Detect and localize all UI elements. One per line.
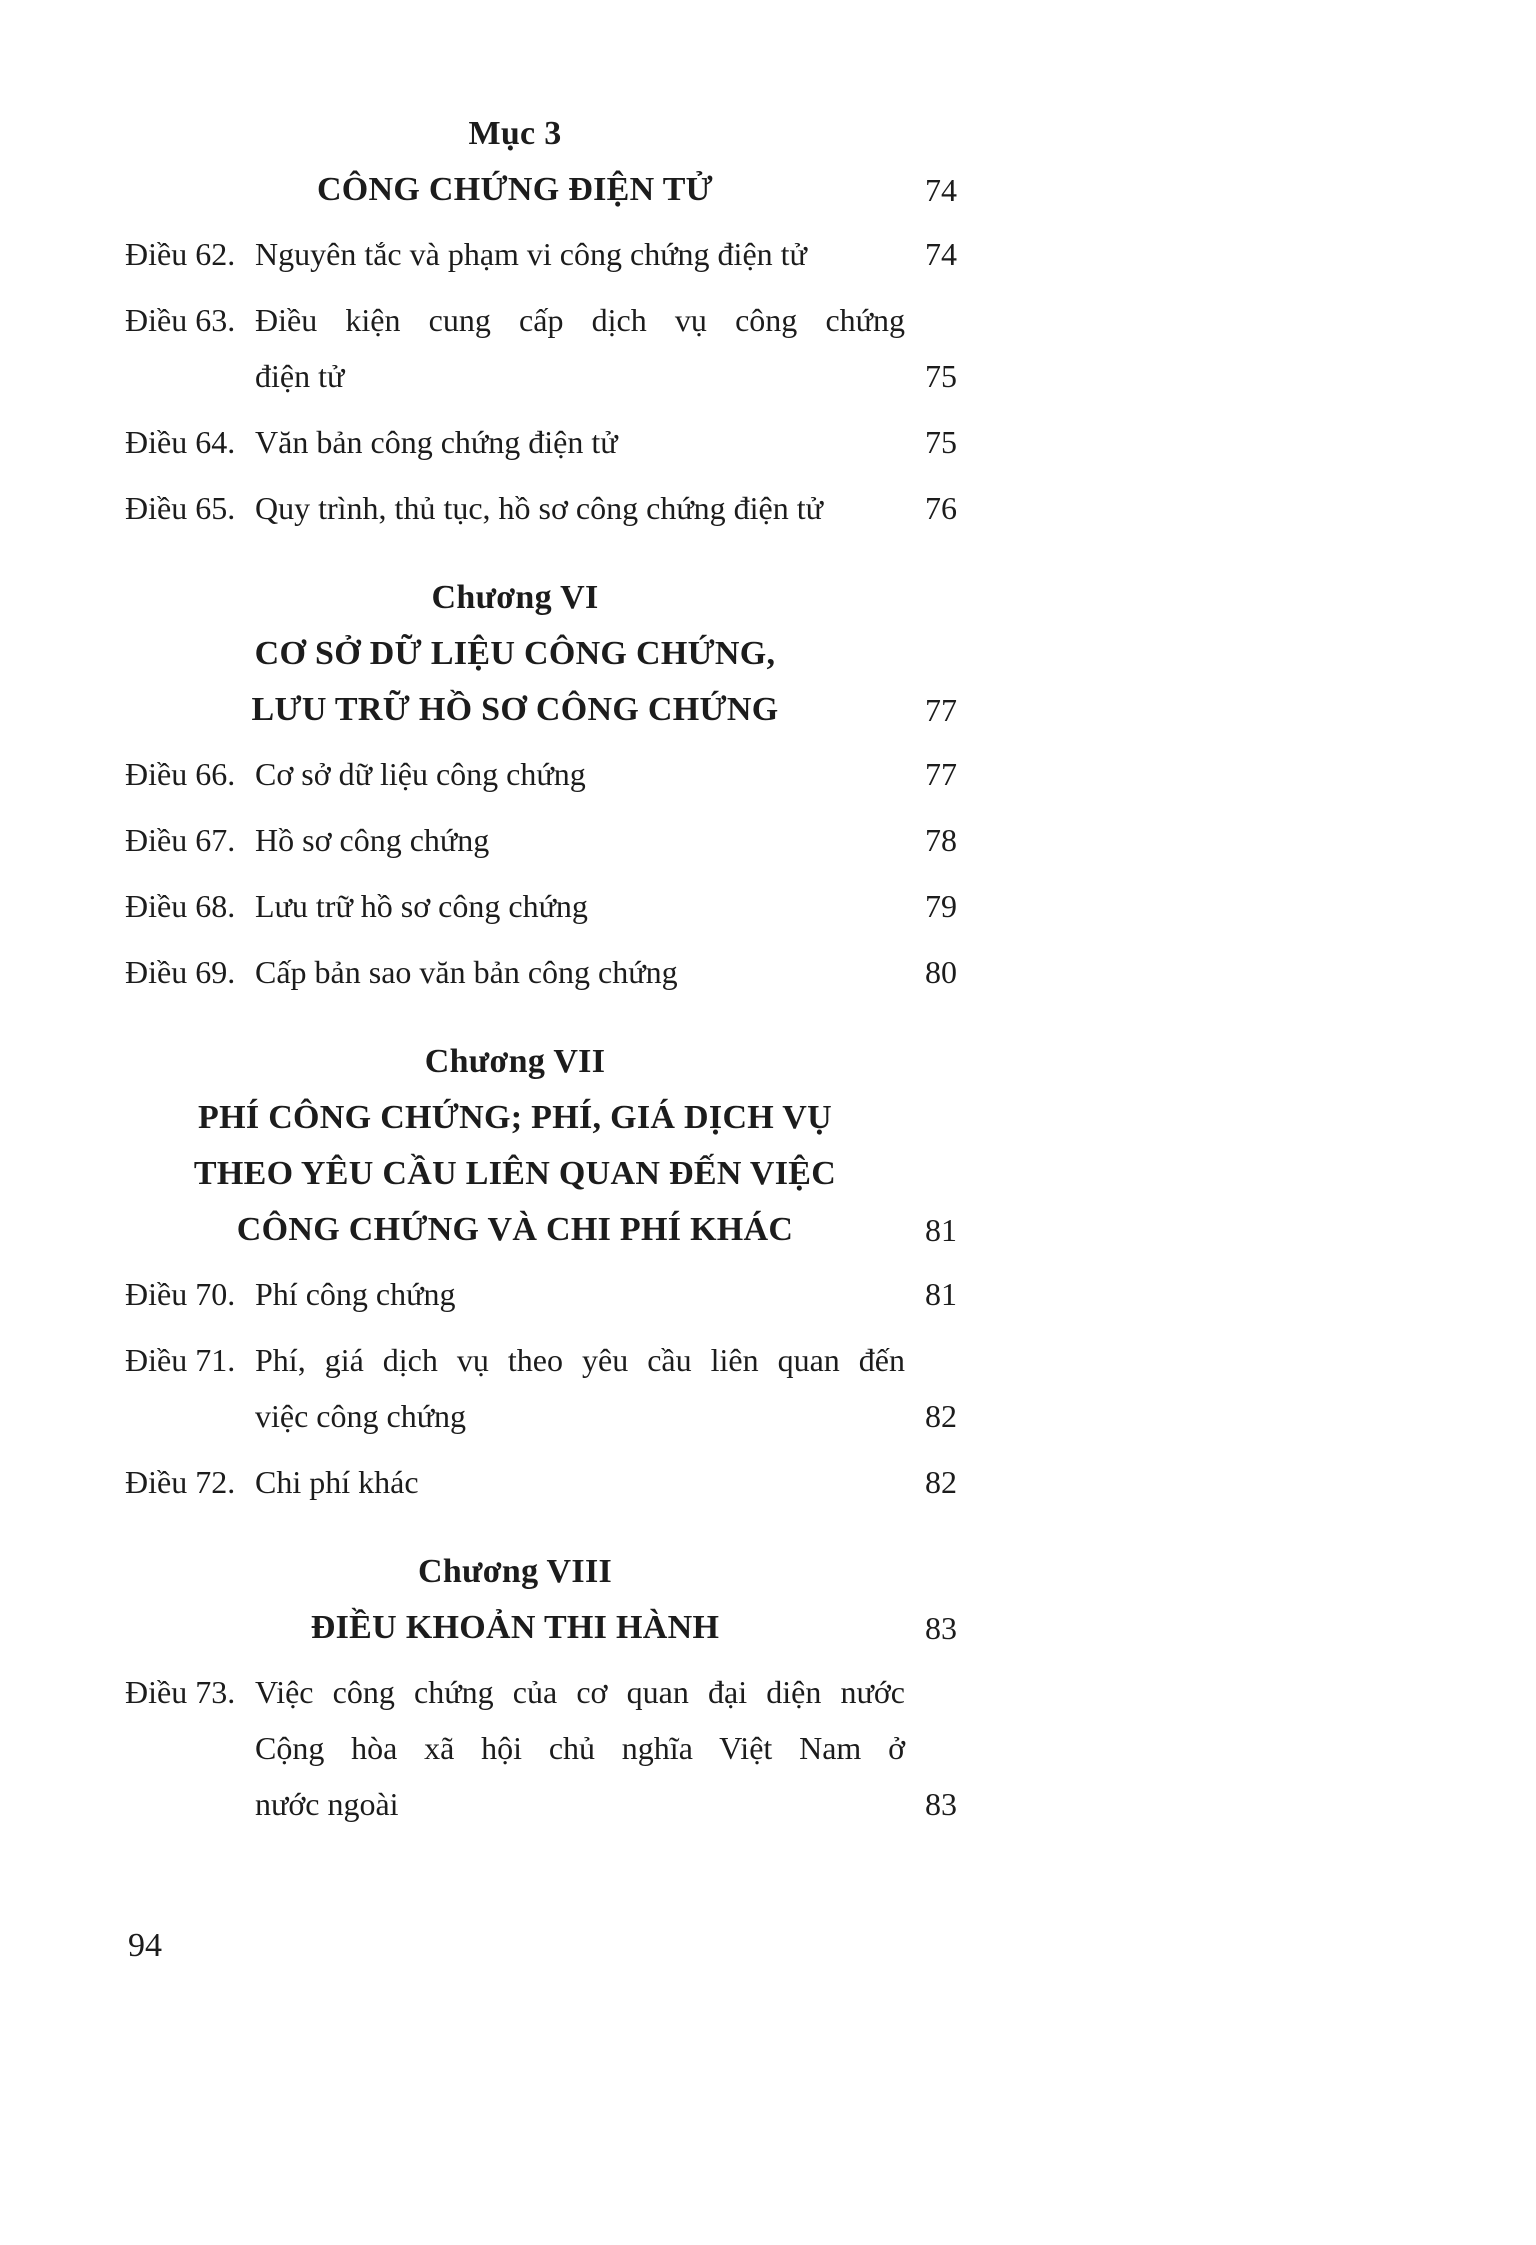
section-kicker: Mục 3 (468, 115, 562, 152)
entry-article-label: Điều 70. (125, 1276, 236, 1312)
entry-article-label: Điều 66. (125, 756, 236, 792)
toc-entry (125, 746, 957, 802)
entry-title (255, 878, 905, 934)
entry-title-line: Phí, giá dịch vụ theo yêu cầu liên quan đến (255, 1342, 905, 1378)
entry-title (255, 480, 905, 536)
entry-article-label: Điều 69. (125, 954, 236, 990)
entry-article-label: Điều 65. (125, 490, 236, 526)
entry-title (255, 812, 905, 868)
entry-title-line: Quy trình, thủ tục, hồ sơ công chứng điện tử (255, 490, 823, 526)
entry-title-line: Nguyên tắc và phạm vi công chứng điện tử (255, 236, 807, 272)
toc-entry (125, 944, 957, 1000)
section-title-line: CÔNG CHỨNG VÀ CHI PHÍ KHÁC (236, 1211, 794, 1248)
section-kicker: Chương VIII (417, 1553, 613, 1590)
section-page-number: 83 (925, 1610, 957, 1646)
entry-title-line: Điều kiện cung cấp dịch vụ công chứng (255, 302, 905, 338)
entry-title-line: Phí công chứng (255, 1276, 456, 1312)
entry-page-number: 81 (925, 1276, 957, 1312)
section-entries (125, 1266, 957, 1510)
entry-title-line: Cấp bản sao văn bản công chứng (255, 954, 678, 990)
toc-section-chuong-viii (125, 1544, 957, 1832)
section-title-line: LƯU TRỮ HỒ SƠ CÔNG CHỨNG (251, 691, 779, 728)
entry-title (255, 746, 905, 802)
entry-page-number: 75 (925, 358, 957, 394)
section-entries (125, 226, 957, 536)
entry-article-label: Điều 62. (125, 236, 236, 272)
entry-page-number: 79 (925, 888, 957, 924)
entry-article-label: Điều 64. (125, 424, 236, 460)
section-entries (125, 746, 957, 1000)
entry-title (255, 1454, 905, 1510)
section-title-line: CƠ SỞ DỮ LIỆU CÔNG CHỨNG, (254, 635, 776, 672)
section-title (125, 1600, 905, 1656)
entry-article-label: Điều 68. (125, 888, 236, 924)
section-page-number: 77 (925, 692, 957, 728)
entry-page-number: 82 (925, 1464, 957, 1500)
section-title (125, 162, 905, 218)
entry-title-line: Cơ sở dữ liệu công chứng (255, 756, 586, 792)
entry-article-label: Điều 63. (125, 302, 236, 338)
entry-article-label: Điều 73. (125, 1674, 236, 1710)
entry-page-number: 82 (925, 1398, 957, 1434)
section-heading-row (125, 162, 957, 218)
entry-title-line: việc công chứng (255, 1398, 467, 1434)
entry-title-line: Việc công chứng của cơ quan đại diện nước (255, 1674, 905, 1710)
section-heading-row (125, 1600, 957, 1656)
entry-article-label: Điều 71. (125, 1342, 236, 1378)
section-title (125, 626, 905, 738)
section-kicker: Chương VI (431, 579, 599, 616)
section-heading-row (125, 1090, 957, 1258)
toc-entry (125, 480, 957, 536)
entry-page-number: 80 (925, 954, 957, 990)
section-page-number: 74 (925, 172, 957, 208)
toc-entry (125, 414, 957, 470)
section-page-number: 81 (925, 1212, 957, 1248)
entry-title (255, 414, 905, 470)
toc-entry (125, 1266, 957, 1322)
entry-article-label: Điều 72. (125, 1464, 236, 1500)
entry-page-number: 77 (925, 756, 957, 792)
entry-page-number: 74 (925, 236, 957, 272)
section-entries (125, 1664, 957, 1832)
section-heading-row (125, 626, 957, 738)
table-of-contents (125, 0, 957, 1832)
entry-title-line: Lưu trữ hồ sơ công chứng (255, 888, 588, 924)
entry-page-number: 78 (925, 822, 957, 858)
toc-entry (125, 1332, 957, 1444)
entry-article-label: Điều 67. (125, 822, 236, 858)
folio-page-number: 94 (128, 1927, 162, 1964)
toc-entry (125, 812, 957, 868)
entry-title-line: Chi phí khác (255, 1464, 419, 1500)
section-kicker: Chương VII (424, 1043, 606, 1080)
entry-title (255, 1332, 905, 1444)
entry-page-number: 75 (925, 424, 957, 460)
toc-entry (125, 226, 957, 282)
entry-title (255, 292, 905, 404)
entry-title-line: điện tử (255, 358, 345, 394)
section-title-line: ĐIỀU KHOẢN THI HÀNH (310, 1609, 720, 1646)
entry-title (255, 226, 905, 282)
toc-entry (125, 1664, 957, 1832)
toc-entry (125, 292, 957, 404)
entry-title (255, 1266, 905, 1322)
toc-entry (125, 1454, 957, 1510)
entry-title (255, 1664, 905, 1832)
toc-section-chuong-vii (125, 1034, 957, 1510)
entry-page-number: 76 (925, 490, 957, 526)
entry-page-number: 83 (925, 1786, 957, 1822)
toc-section-chuong-vi (125, 570, 957, 1000)
toc-entry (125, 878, 957, 934)
entry-title-line: nước ngoài (255, 1786, 399, 1822)
section-title-line: CÔNG CHỨNG ĐIỆN TỬ (316, 171, 714, 208)
entry-title-line: Hồ sơ công chứng (255, 822, 490, 858)
section-title (125, 1090, 905, 1258)
entry-title-line: Cộng hòa xã hội chủ nghĩa Việt Nam ở (255, 1730, 905, 1766)
entry-title-line: Văn bản công chứng điện tử (255, 424, 618, 460)
section-title-line: THEO YÊU CẦU LIÊN QUAN ĐẾN VIỆC (193, 1155, 837, 1192)
toc-section-muc-3 (125, 106, 957, 536)
section-title-line: PHÍ CÔNG CHỨNG; PHÍ, GIÁ DỊCH VỤ (198, 1099, 832, 1136)
entry-title (255, 944, 905, 1000)
